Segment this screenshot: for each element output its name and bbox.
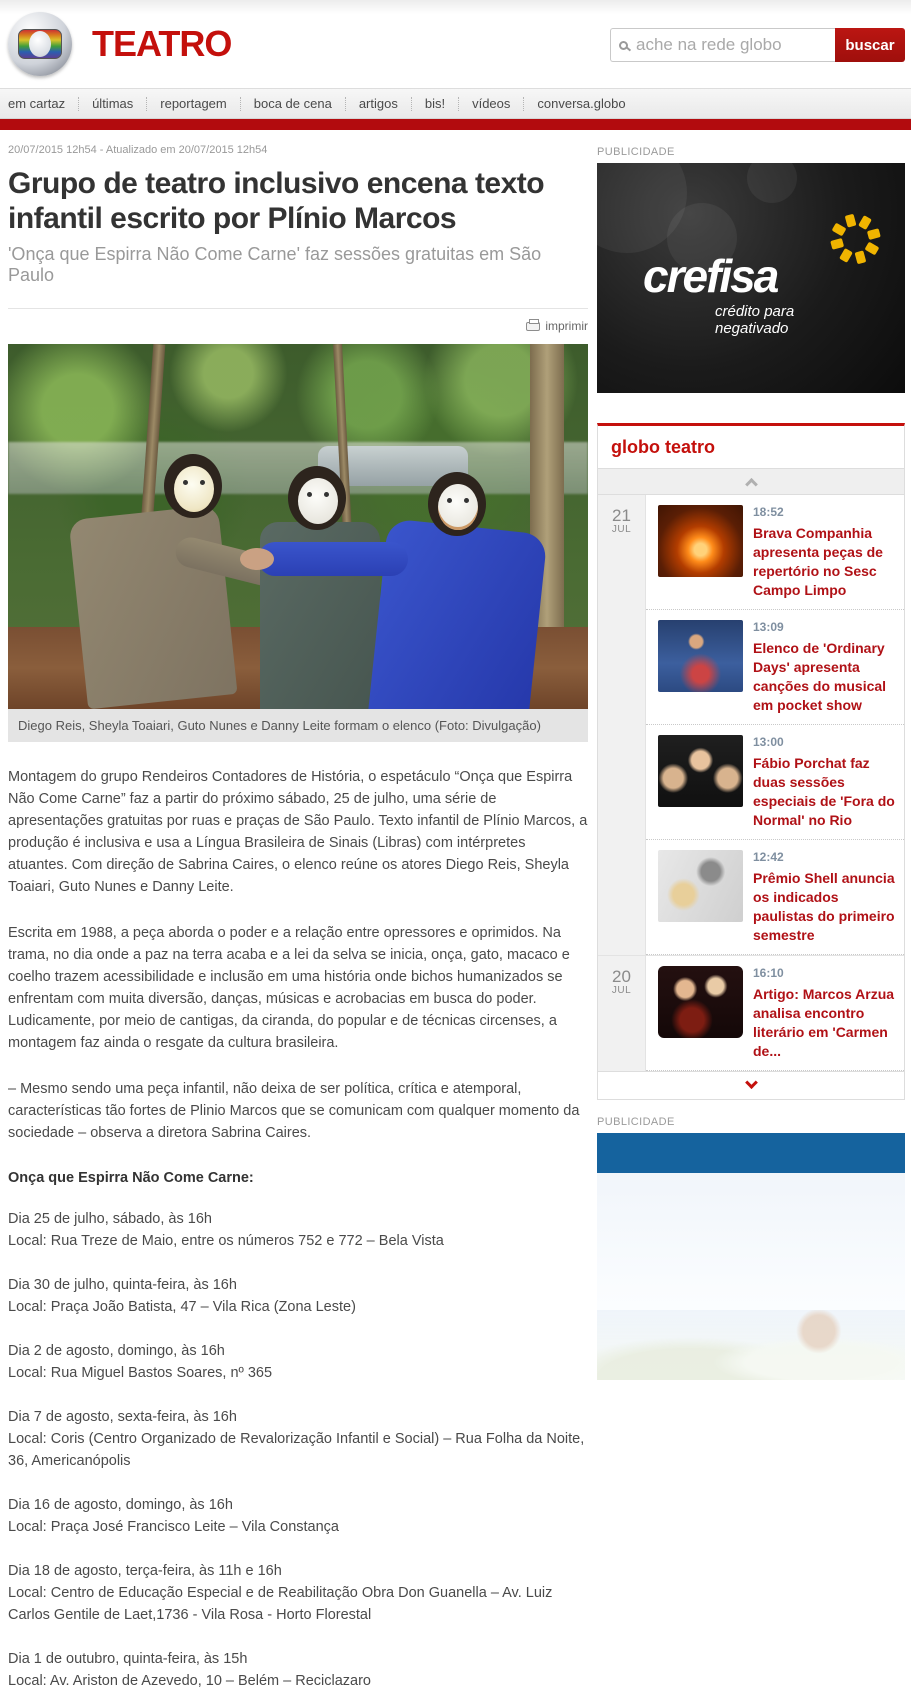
sidebar	[597, 130, 905, 1692]
site-header	[0, 0, 911, 88]
agenda-list-item[interactable]	[646, 840, 904, 955]
article-paragraph: – Mesmo sendo uma peça infantil, não deixa de ser política, crítica e atemporal, características tão fortes de Plinio Marcos que se comunicam com qualquer momento da sociedade – observa a diretora Sabrina Caires.	[8, 1081, 580, 1141]
search-input[interactable]	[636, 35, 816, 55]
agenda-thumbnail	[658, 620, 743, 692]
schedule-item	[8, 1648, 588, 1692]
scroll-up-button[interactable]	[598, 468, 904, 494]
article-paragraph: Escrita em 1988, a peça aborda o poder e a relação entre opressores e oprimidos. Na trama, no dia onde a paz na terra acaba e a lei da selva se inicia, onça, gato, macaco e coelho trazem acessibilidade e inclusão em uma história onde bichos humanizados se enfrentam com muita diversão, danças, músicas e acrobacias em busca do poder. Ludicamente, por meio de cantigas, da ciranda, do popular e de técnicas circenses, a montagem faz ainda o resgate da cultura brasileira.	[8, 925, 570, 1051]
agenda-item-text	[753, 620, 896, 715]
nav-item-conversa-globo[interactable]: conversa.globo	[537, 96, 626, 111]
agenda-group	[598, 494, 904, 955]
divider	[8, 308, 588, 309]
schedule-when: Dia 1 de outubro, quinta-feira, às 15h	[8, 1651, 248, 1667]
scroll-down-button[interactable]	[598, 1071, 904, 1099]
nav-item--ltimas[interactable]: últimas	[92, 96, 134, 111]
article-column	[8, 130, 588, 1692]
search-button[interactable]: buscar	[835, 28, 905, 62]
nav-item-em-cartaz[interactable]: em cartaz	[8, 96, 66, 111]
agenda-item-title[interactable]: Prêmio Shell anuncia os indicados paulistas do primeiro semestre	[753, 870, 895, 943]
agenda-item-text	[753, 850, 896, 945]
agenda-item-title[interactable]: Elenco de 'Ordinary Days' apresenta canções do musical em pocket show	[753, 640, 887, 713]
chevron-up-icon	[745, 478, 758, 491]
agenda-item-text	[753, 966, 896, 1061]
article-timestamp: 20/07/2015 12h54 - Atualizado em 20/07/2015 12h54	[8, 144, 268, 156]
schedule-item	[8, 1208, 588, 1252]
bottom-ad-image	[597, 1310, 905, 1380]
agenda-thumbnail	[658, 735, 743, 807]
agenda-item-title[interactable]: Artigo: Marcos Arzua analisa encontro literário em 'Carmen de...	[753, 986, 895, 1059]
article-body	[8, 766, 588, 1144]
agenda-items	[646, 956, 904, 1071]
schedule-where: Local: Coris (Centro Organizado de Revalorização Infantil e Social) – Rua Folha da Noite, 36, Americanópolis	[8, 1431, 585, 1469]
agenda-thumbnail	[658, 850, 743, 922]
chevron-down-icon	[745, 1076, 758, 1089]
agenda-items	[646, 495, 904, 955]
schedule-when: Dia 18 de agosto, terça-feira, às 11h e 16h	[8, 1563, 282, 1579]
nav-item-artigos[interactable]: artigos	[358, 96, 398, 111]
agenda-list-item[interactable]	[646, 956, 904, 1071]
schedule-where: Local: Praça João Batista, 47 – Vila Rica (Zona Leste)	[8, 1299, 356, 1315]
agenda-date	[598, 495, 646, 955]
agenda-date-month: JUL	[611, 524, 632, 535]
crefisa-starburst-icon	[829, 213, 879, 263]
agenda-list-item[interactable]	[646, 495, 904, 610]
ad-label-top: PUBLICIDADE	[597, 146, 675, 158]
schedule-where: Local: Praça José Francisco Leite – Vila Constança	[8, 1519, 339, 1535]
agenda-item-title[interactable]: Brava Companhia apresenta peças de repertório no Sesc Campo Limpo	[753, 525, 883, 598]
schedule-when: Dia 25 de julho, sábado, às 16h	[8, 1211, 212, 1227]
article-subtitle: 'Onça que Espirra Não Come Carne' faz sessões gratuitas em São Paulo	[8, 244, 542, 285]
agenda-thumbnail	[658, 966, 743, 1038]
schedule-heading: Onça que Espirra Não Come Carne:	[8, 1170, 254, 1186]
agenda-item-time: 12:42	[753, 850, 784, 864]
schedule-when: Dia 7 de agosto, sexta-feira, às 16h	[8, 1409, 237, 1425]
agenda-item-time: 13:00	[753, 735, 784, 749]
nav-item-boca-de-cena[interactable]: boca de cena	[253, 96, 332, 111]
globo-teatro-widget	[597, 423, 905, 1100]
schedule-item	[8, 1494, 588, 1538]
red-divider-bar	[0, 119, 911, 130]
crefisa-tagline: crédito para negativado	[715, 303, 795, 337]
actor-right	[376, 472, 566, 709]
schedule-where: Local: Centro de Educação Especial e de Reabilitação Obra Don Guanella – Av. Luiz Carlos Gentile de Laet,1736 - Vila Rosa - Horto Florestal	[8, 1585, 553, 1623]
bottom-ad[interactable]	[597, 1133, 905, 1380]
agenda-thumbnail	[658, 505, 743, 577]
article-title: Grupo de teatro inclusivo encena texto infantil escrito por Plínio Marcos	[8, 167, 545, 235]
schedule-item	[8, 1340, 588, 1384]
schedule-item	[8, 1406, 588, 1472]
agenda-item-text	[753, 505, 896, 600]
agenda-list-item[interactable]	[646, 725, 904, 840]
schedule-where: Local: Rua Miguel Bastos Soares, nº 365	[8, 1365, 273, 1381]
crefisa-ad[interactable]	[597, 163, 905, 393]
bottom-ad-blue-bar	[597, 1133, 905, 1173]
agenda-date	[598, 956, 646, 1071]
agenda-item-title[interactable]: Fábio Porchat faz duas sessões especiais de 'Fora do Normal' no Rio	[753, 755, 895, 828]
agenda-date-day: 20	[612, 967, 631, 986]
agenda-item-text	[753, 735, 896, 830]
article-photo	[8, 344, 588, 709]
nav-item-bis-[interactable]: bis!	[424, 96, 446, 111]
search-icon	[619, 41, 628, 50]
agenda-group	[598, 955, 904, 1071]
search-bar	[610, 28, 905, 62]
schedule-where: Local: Av. Ariston de Azevedo, 10 – Belém – Reciclazaro	[8, 1673, 371, 1689]
main-nav	[0, 88, 911, 119]
widget-title[interactable]: globo teatro	[611, 437, 715, 457]
agenda-item-time: 18:52	[753, 505, 784, 519]
nav-item-v-deos[interactable]: vídeos	[472, 96, 511, 111]
schedule-list	[8, 1208, 588, 1692]
agenda-date-day: 21	[612, 506, 631, 525]
schedule-item	[8, 1274, 588, 1318]
agenda-list-item[interactable]	[646, 610, 904, 725]
ad-label-bottom: PUBLICIDADE	[597, 1116, 675, 1128]
schedule-where: Local: Rua Treze de Maio, entre os números 752 e 772 – Bela Vista	[8, 1233, 444, 1249]
printer-icon	[526, 322, 540, 331]
agenda-date-month: JUL	[611, 985, 632, 996]
site-title[interactable]: TEATRO	[92, 23, 232, 64]
schedule-when: Dia 2 de agosto, domingo, às 16h	[8, 1343, 225, 1359]
nav-item-reportagem[interactable]: reportagem	[160, 96, 227, 111]
crefisa-brand: crefisa	[643, 250, 778, 302]
schedule-when: Dia 16 de agosto, domingo, às 16h	[8, 1497, 233, 1513]
agenda-item-time: 13:09	[753, 620, 784, 634]
article-paragraph: Montagem do grupo Rendeiros Contadores de História, o espetáculo “Onça que Espirra Não Come Carne” faz a partir do próximo sábado, 25 de julho, uma série de apresentações gratuitas por ruas e praças de São Paulo. Texto infantil de Plínio Marcos, a produção é inclusiva e usa a Língua Brasileira de Sinais (Libras) com intérpretes atuantes. Com direção de Sabrina Caires, o elenco reúne os atores Diego Reis, Sheyla Toaiari, Guto Nunes e Danny Leite.	[8, 769, 588, 895]
photo-caption: Diego Reis, Sheyla Toaiari, Guto Nunes e Danny Leite formam o elenco (Foto: Divulgação)	[8, 709, 588, 742]
schedule-when: Dia 30 de julho, quinta-feira, às 16h	[8, 1277, 237, 1293]
globo-logo-icon[interactable]	[8, 12, 72, 76]
schedule-item	[8, 1560, 588, 1626]
agenda-item-time: 16:10	[753, 966, 784, 980]
print-link[interactable]: imprimir	[545, 319, 588, 333]
